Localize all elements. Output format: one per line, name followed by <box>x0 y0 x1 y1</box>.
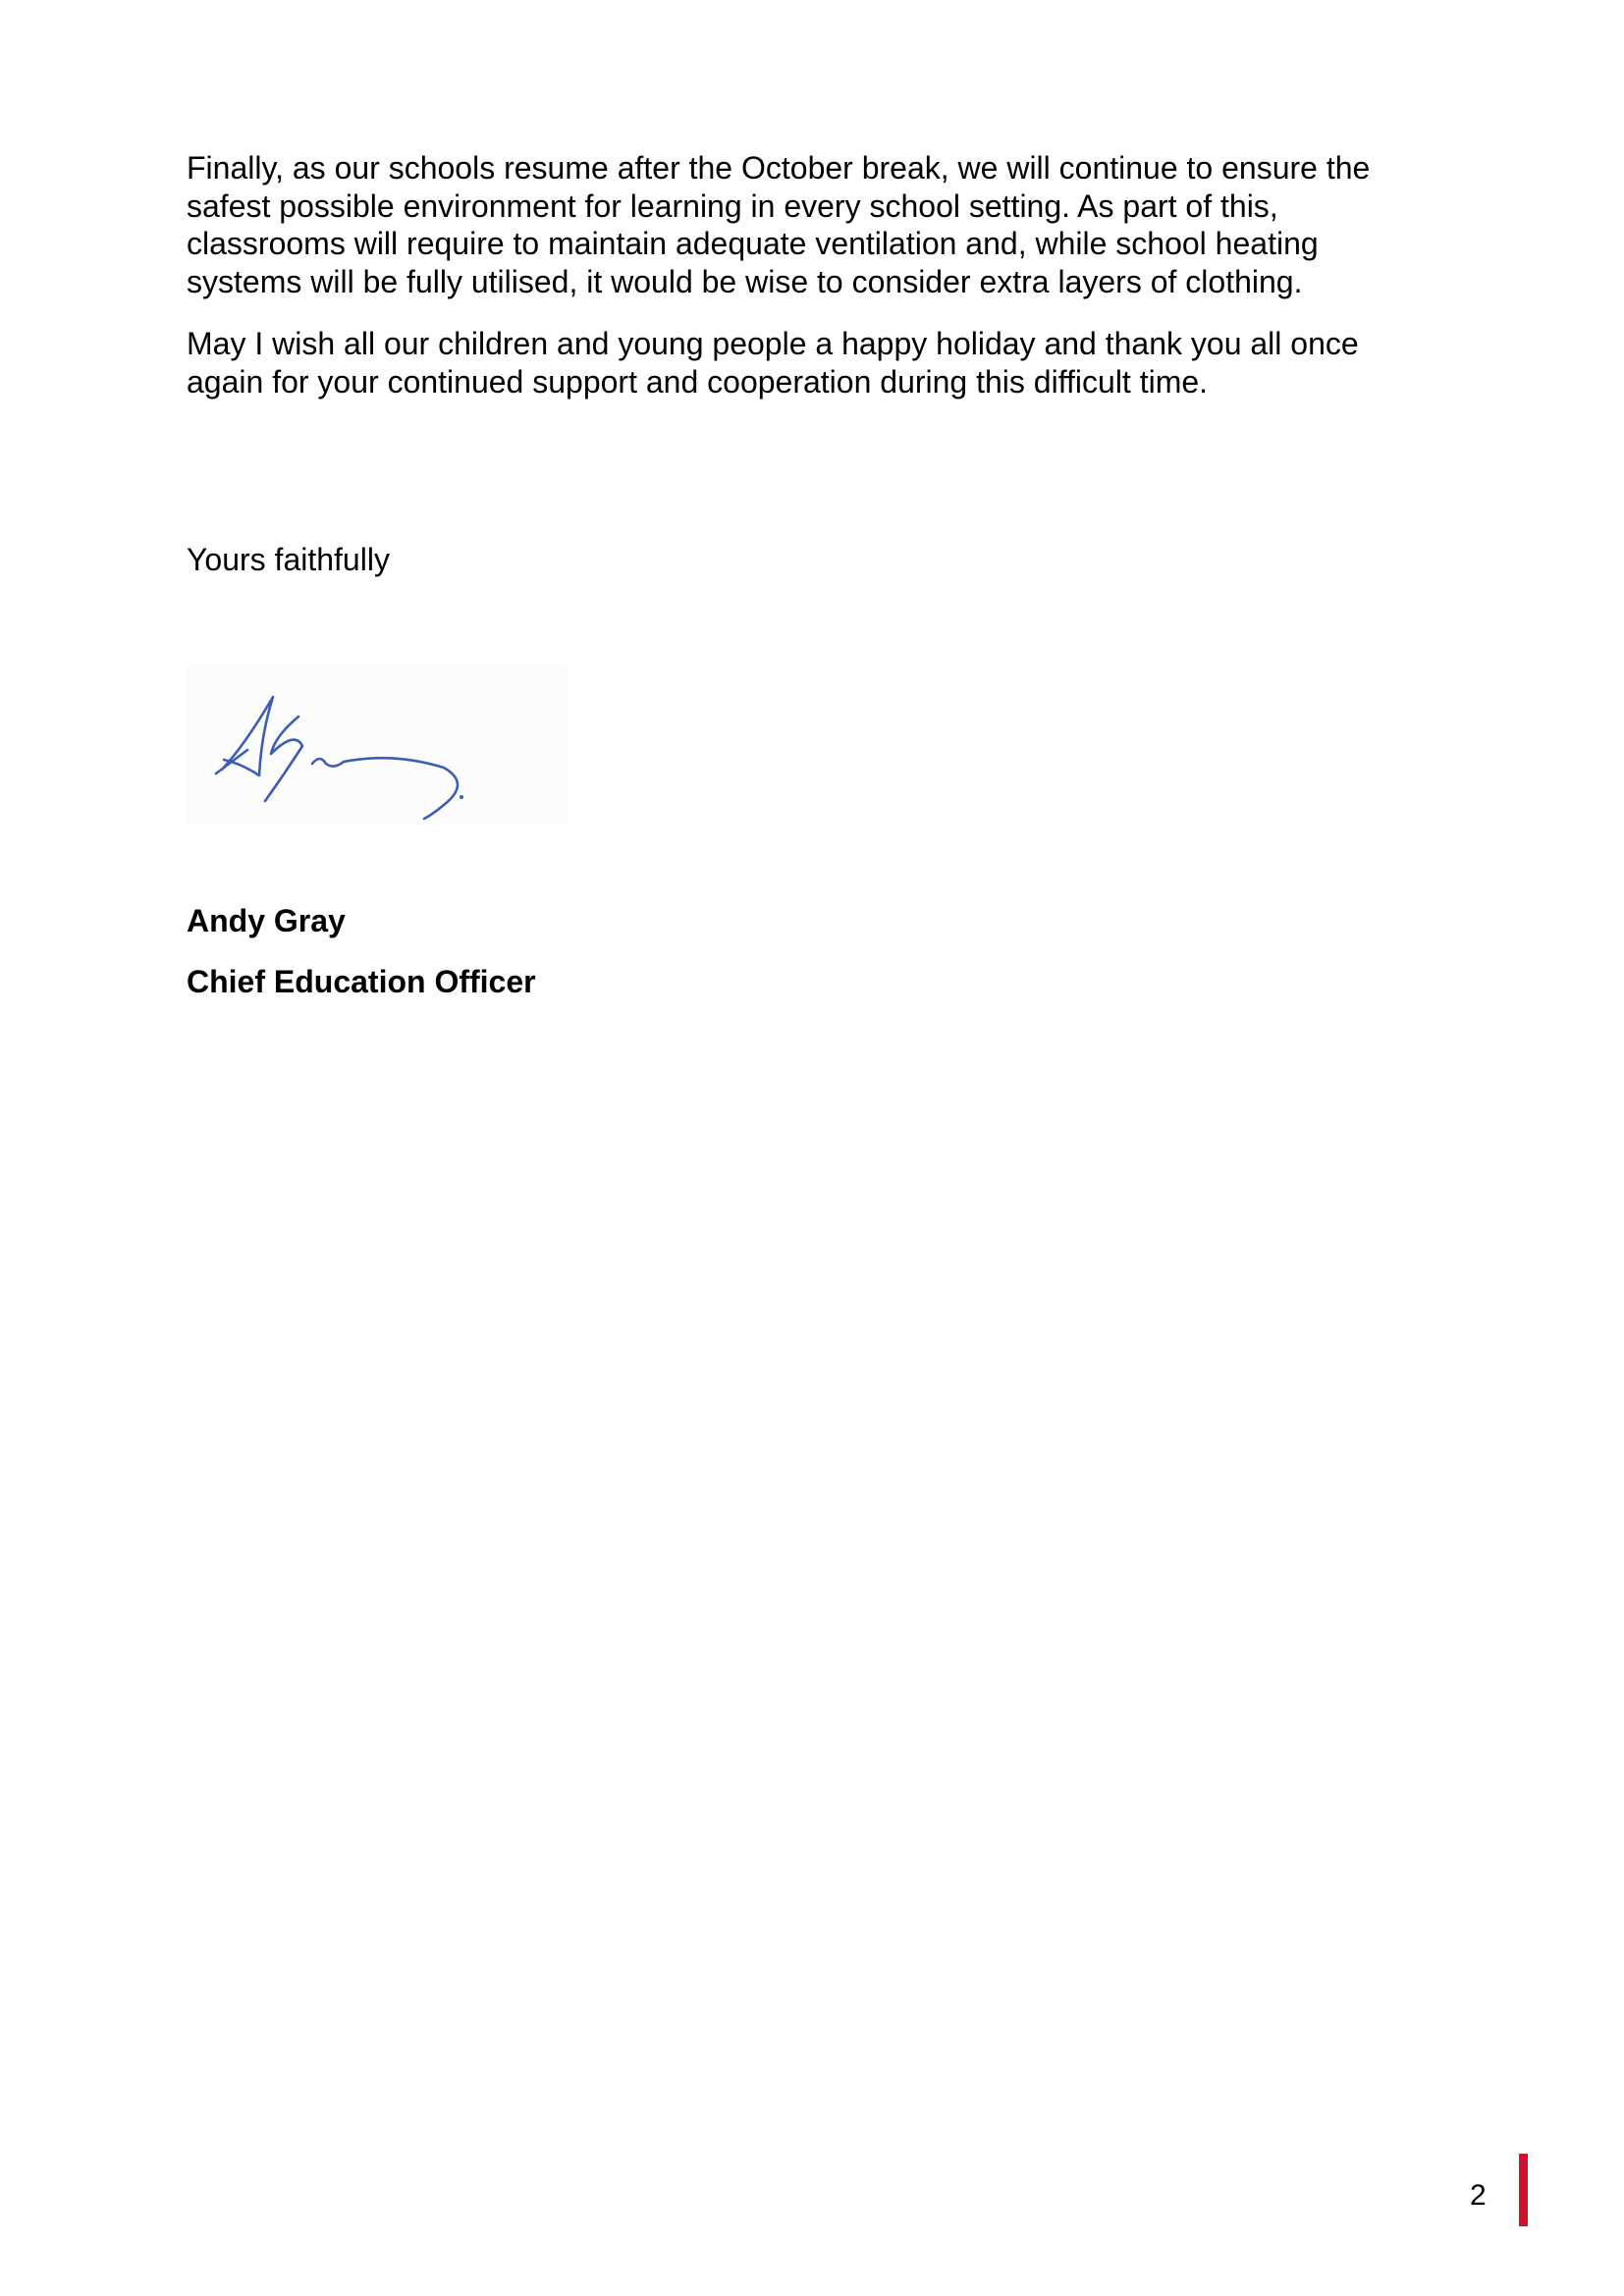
text-line: safest possible environment for learning in every school setting. As part of this, <box>187 187 1278 224</box>
text-line: May I wish all our children and young people a happy holiday and thank you all once <box>187 326 1359 361</box>
text-line: Finally, as our schools resume after the October break, we will continue to ensure the <box>187 150 1371 186</box>
text-line: again for your continued support and cooperation during this difficult time. <box>187 363 1209 400</box>
signatory-name: Andy Gray <box>187 903 346 938</box>
closing-salutation: Yours faithfully <box>187 542 390 577</box>
paragraph-holiday-wishes <box>187 325 1359 400</box>
signature-image <box>187 666 568 825</box>
signatory-title: Chief Education Officer <box>187 964 536 999</box>
footer-accent-bar <box>1519 2154 1528 2226</box>
text-line: systems will be fully utilised, it would be wise to consider extra layers of clothing. <box>187 263 1303 299</box>
paragraph-closing-remarks <box>187 149 1370 300</box>
page-number: 2 <box>1470 2179 1487 2212</box>
text-line: classrooms will require to maintain adequate ventilation and, while school heating <box>187 226 1319 261</box>
